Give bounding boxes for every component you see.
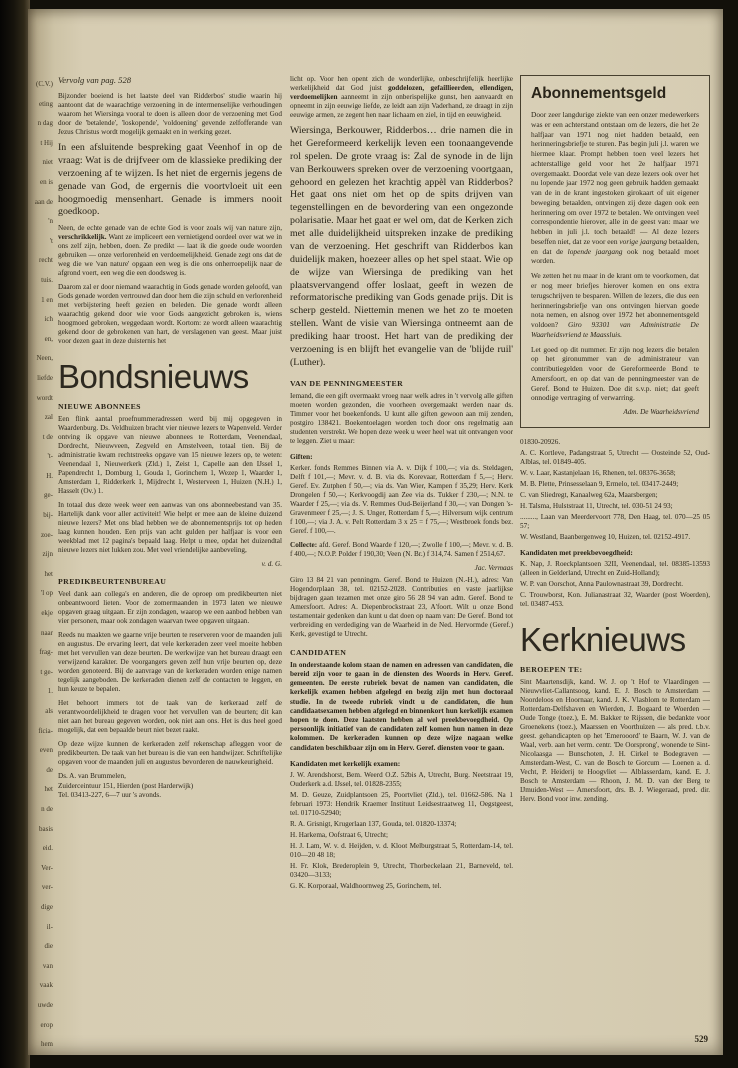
- text-fragment: het: [44, 569, 53, 578]
- preekbevoegdheid-list: [520, 560, 710, 609]
- column-left: [58, 75, 282, 800]
- text-fragment: wordt: [36, 393, 53, 402]
- column-right: [520, 75, 710, 809]
- text-fragment: hem: [40, 1040, 53, 1049]
- text-fragment: 't-: [47, 452, 53, 461]
- text-fragment: t ge-: [40, 667, 53, 676]
- collecte-text: afd. Geref. Bond Waarde f 120,—; Zwolle f 100,—; Mevr. v. d. B. f 400,—; N.O.P. Polder f 190,30; Veen (N. Br.) f 314,74. Samen f 2514,67.: [290, 540, 513, 558]
- text-fragment: 1.: [47, 687, 53, 696]
- text-fragment: even: [39, 746, 53, 755]
- text-fragment: van: [42, 961, 53, 970]
- candidates-list: [290, 771, 513, 891]
- text-fragment: en,: [44, 334, 53, 343]
- text-fragment: ekje: [41, 609, 53, 618]
- column-middle: [290, 75, 513, 893]
- paper-page: [28, 9, 723, 1055]
- text-fragment: als: [45, 707, 53, 715]
- text-fragment: Neen,: [36, 354, 53, 363]
- text-fragment: eting: [39, 99, 53, 108]
- text-fragment: H.: [46, 471, 53, 480]
- facing-page-text-fragments: [28, 75, 55, 1049]
- candidate-address: 01830-20926.: [520, 438, 561, 447]
- signature-penningmeester: Jac. Vermaas: [474, 563, 513, 572]
- abonnementsgeld-box: [520, 75, 710, 428]
- preekbevoegdheid-entry: W. P. van Oorschot, Anna Paulownastraat 39, Dordrecht.: [520, 580, 684, 589]
- text-fragment: zoe-: [40, 530, 53, 539]
- paragraph-gifts: Kerker. fonds Remmes Binnen via A. v. Dijk f 100,—; via ds. Steldagen, Delft f 101,—; Mevr. v. d. B. via ds. Korevaar, Rotterdam f 5,—; Herv. Geref. Ev. Zutphen f 50,—; via ds. Van Wier, Kampen f 35,29; Herv. Kerk Drongelen f 50,—; Kerkvoogdij aan Zee via ds. Tukker f 230,—; N.N. te Waarder f 25,—; via ds. V. Remmes Oud-Beijerland f 30,—; van Dongen 's-Gravenmeer f 25,—; J. S. Unger, Rotterdam f 5,—; Hilversum wijk centrum f 100,—; via J. A. v. Pelt Rotterdam 3 x 25 = f 75,—; Westbroek fonds bez. Geref. f 100,—.: [290, 463, 513, 535]
- box-p1-italic1: vorige jaargang: [619, 236, 667, 246]
- paragraph-predik-1: Veel dank aan collega's en anderen, die de oproep om predikbeurten niet onbeantwoord lieten. Voor de zomermaanden in 1973 laten we nieuwe opgaven graag uitgaan. Er zijn zondagen, waarop we een aanbod hebben van vier personen, maar ook zondagen waarvan twee opgaven uitgaan.: [58, 590, 282, 626]
- page-number: 529: [694, 1034, 708, 1044]
- headline-kerknieuws: Kerknieuws: [520, 621, 686, 659]
- paragraph-body1: [58, 224, 282, 278]
- box-signature: Adm. De Waarheidsvriend: [623, 408, 699, 417]
- section-heading-penningmeester: VAN DE PENNINGMEESTER: [290, 378, 404, 388]
- paragraph-beroepen: Sint Maartensdijk, kand. W. J. op 't Hof te Vlaardingen — Nieuwvliet-Callantsoog, kand. E. J. Bosch te Amsterdam — Noordeloos en Hoornaar, kand. J. K. Vlasblom te Rotterdam — Rotterdam-Delfshaven en Wierden, J. Bogaard te Woerden — Oude Tonge (toez.), E. M. Bakker te Rijssen, die bedankte voor Groenekens (toez.), Maarssen en Voorthuizen — als pred. t.b.v. geest. gehandicapten op het 'Emerooord' te Baarn, W. J. van de Waal, verb. aan het verm. centr. 'De Oorsprong', wonende te Sint-Nicolaasga — Bunschoten, J. H. Cirkel te Bodegraven — Amsterdam-West, C. van de Bosch te Gorcum — Loenen a. d. Vecht, P. Heiderij te Hoogvliet — Alblasserdam, kand. E. J. Bosch te Amsterdam — Rhoon, J. M. D. van der Berg te IJmuiden-West — Amersfoort, drs. B. J. Wiegeraad, pred. dir. Herv. Bond voor inw. zending.: [520, 678, 710, 804]
- paragraph-body2: Daarom zal er door niemand waarachtig in Gods genade worden geloofd, van Gods genade worden vertrouwd dan door hem die zijn schuld en verlorenheid met verbijstering heeft gezien en beleden. Die genade wordt alleen waarachtig gekend door wie voor Gods aangezicht gebroken is, wiens hoogmoed gebroken, weggedaan wordt. Kortom: ze wordt alleen waarachtig gekend door de gebrokenen van hart, de verslagenen van geest. Maar juist voor dezen gaat in deze duisternis het: [58, 283, 282, 346]
- candidate-address: C. van Sliedregt, Kanaalweg 62a, Maarsbergen;: [520, 491, 658, 500]
- paragraph-lead: In een afsluitende bespreking gaat Veenhof in op de vraag: Wat is de drijfveer om de klassieke prediking der verzoening af te wijzen. Is het niet de ergernis jegens de genade van God, de ergernis die voortvloeit uit een hoogmoedig mensenhart. Genade is immers nooit goedkoop.: [58, 142, 282, 218]
- body1-bold: verschrikkelijk.: [58, 233, 107, 242]
- candidate-address: H. Talsma, Hulststraat 11, Utrecht, tel. 030-51 24 93;: [520, 502, 673, 511]
- text-fragment: Ver-: [41, 863, 53, 872]
- box-paragraph-2: [531, 271, 699, 339]
- text-fragment: zal: [44, 413, 53, 422]
- candidate-address: W. v. Laar, Kastanjelaan 16, Rhenen, tel. 08376-3658;: [520, 469, 676, 478]
- collecte-label: Collecte:: [290, 540, 318, 549]
- text-fragment: t Hij: [40, 138, 53, 147]
- paragraph-wiersinga-lead: Wiersinga, Berkouwer, Ridderbos… drie namen die in het Gereformeerd kerkelijk leven een toonaangevende rol spelen. De grote vraag is: Zal de synode in de lijn van Berkouwers spreken over de verzoening voortgaan, gehoord en gelezen het krachtig appèl van Ridderbos? Het gaat ons niet om het op de spits drijven van tegenstellingen en de bevordering van een ongezonde polarisatie. Maar het gaat er wel om, dat de Kerken zich met alle duidelijkheid uitspreken inzake de prediking van de verzoening. Het geschrift van Ridderbos kan duidelijk maken, hoezeer alles op het spel staat. Wie op de wijze van Wiersinga de prediking van het plaatsvervangend offer loslaat, geeft in wezen de reformatorische prediking van Gods genade prijs. Dit is scherp gesteld. Niettemin menen we het zo te moeten stellen. Want de visie van Wiersinga ontneemt aan de prediking haar troost. Het hart van de prediking der verzoening is en blijft het evangelie van de 'blijde ruil' (Luther).: [290, 125, 513, 368]
- candidate-addresses-list: [520, 438, 710, 542]
- text-fragment: niet: [42, 158, 53, 167]
- section-heading-predikbeurtenbureau: PREDIKBEURTENBUREAU: [58, 577, 167, 587]
- text-fragment: 'n: [48, 217, 53, 226]
- body1-post: Want ze impliceert een vernietigend oordeel over wat we in ons zelf zijn, hebben, doen. Ze predikt — laat ik die goede oude woorden gebruiken — onze verlorenheid en verdoemelijkheid. Genade zegt ons dat de weg die we 'van nature' opgaan een weg is die ons onherroepelijk naar de afgrond voert, een weg die een doodsweg is.: [58, 233, 282, 278]
- text-fragment: ich: [44, 315, 53, 324]
- candidate-address: W. Westland, Baanbergenweg 10, Huizen, tel. 02152-4917.: [520, 533, 691, 542]
- text-fragment: ficia-: [38, 726, 53, 735]
- text-fragment: en is: [39, 177, 53, 186]
- text-fragment: frag-: [39, 648, 53, 657]
- paragraph-collecte: [290, 541, 513, 559]
- text-fragment: de: [46, 765, 53, 774]
- text-fragment: aan de: [34, 197, 53, 206]
- continuation-note: Vervolg van pag. 528: [58, 75, 132, 85]
- preekbevoegdheid-entry: C. Trouwborst, Kon. Julianastraat 32, Waarder (post Woerden), tel. 03487-453.: [520, 591, 710, 609]
- address-line: Zuiderceintuur 151, Hierden (post Harderwijk): [58, 781, 194, 790]
- candidate-entry: H. J. Lam, W. v. d. Heijden, v. d. Kloot Melburgstraat 5, Rotterdam-14, tel. 010—20 48 18;: [290, 841, 513, 859]
- candidate-address: A. C. Kortleve, Padangstraat 5, Utrecht — Oosteinde 52, Oud-Alblas, tel. 01849-405.: [520, 449, 710, 467]
- text-fragment: bij-: [43, 511, 53, 520]
- text-fragment: uwde: [37, 1000, 53, 1009]
- paragraph-predik-4: Op deze wijze kunnen de kerkeraden zelf rekenschap afleggen voor de predikbeurten. De taak van het bureau is die van een handwijzer. Schriftelijke opgaven voor de maanden juli en augustus bevorderen de nauwkeurigheid.: [58, 740, 282, 767]
- text-fragment: vaak: [39, 981, 53, 990]
- paragraph-abonnees-1: Een flink aantal proefnummeradressen werd bij mij opgegeven in Waardenburg. Ds. Veldhuizen bracht vier nieuwe lezers te Wapenveld. Verder ontving ik opgave van nieuwe abonnees te Rotterdam, Veenendaal, Dordrecht, Nieuwveen, Zegveld en Amstelveen, totaal tien. Bij de administratie kwam rechtstreeks opgave van 15 nieuwe lezers op, te weten: Veenendaal 1, Nieuwerkerk (Zld.) 1, Zeist 1, Capelle aan den IJssel 1, Papendrecht 1, Domburg 1, Gouda 1, Gorinchem 1, Wezep 1, Waarder 1, Amsterdam 1, Ridderkerk 1, Mijdrecht 1, Westerveen 1, Huizen (N.H.) 1, Hasselt (Ov.) 1.: [58, 415, 282, 496]
- box-p1-italic2: lopende jaargang: [567, 246, 623, 256]
- paragraph-predik-2: Reeds nu maakten we gaarne vrije beurten te reserveren voor de maanden juli en augustus. De ervaring leert, dat vele kerkeraden zeer veel moeite hebben met het vervullen van deze beurten. De werkwijze van het bureau draagt een verwijzend karakter. De voorgangers geven zelf hun vrije beurten op, deze worden genoteerd. Bij de aanvrage van de kerkeraden worden enige namen tegelijk aangeboden. De kerkeraden dienen zelf de contacten te leggen, en hun keuze te bepalen.: [58, 631, 282, 694]
- box-title: Abonnementsgeld: [531, 85, 667, 102]
- box-paragraph-3: Let goed op dit nummer. Er zijn nog lezers die betalen op het gironummer van de administrateur van contributiegelden voor de Gereformeerde Bond te Amersfoort, en op dat van de penningmeester van de Geref. Bond te Huizen. Doe dit s.v.p. niet; dat geeft onnodige vertraging of verwarring.: [531, 344, 699, 403]
- preekbevoegdheid-entry: K. Nap, J. Roeckplantsoen 32II, Veenendaal, tel. 08385-13593 (alleen in Gelderland, Utrecht en Zuid-Holland);: [520, 560, 710, 578]
- p1-pre: licht op. Voor hen opent zich de wonderlijke, onbeschrijfelijk heerlijke werkelijkheid dat God juist: [290, 75, 513, 92]
- text-fragment: zijn: [42, 550, 53, 559]
- paragraph-penningmeester: Iemand, die een gift overmaakt vroeg naar welk adres in 't vervolg alle giften moeten worden gezonden, die voorheen overgemaakt werden naar ds. Timmer voor het boekenfonds. U kunt alle giften gewoon aan mij zenden, postgiro 138421. Boekentoelagen worden toch door ons regelmatig aan studenten verstrekt. We hopen deze week u weer heel wat uit ontvangen voor te leggen. Ziet u maar:: [290, 391, 513, 445]
- paragraph-intro: Bijzonder boeiend is het laatste deel van Ridderbos' studie waarin hij aantoont dat de waarachtige verzoening in de intermenselijke verhoudingen waarom het Wiersinga vooral te doen is alleen door de verzoening met God door de 'betalende', 'loskopende', 'voldoening' gevende zelfofferande van Jezus Christus wordt mogelijk gemaakt en in werking gezet.: [58, 92, 282, 136]
- candidate-entry: H. Fr. Klok, Brederoplein 9, Utrecht, Thorbeckelaan 21, Barneveld, tel. 03420—3133;: [290, 861, 513, 879]
- text-fragment: 1 en: [41, 295, 53, 304]
- address-line: Tel. 03413-227, 6—7 uur 's avonds.: [58, 790, 162, 799]
- headline-bondsnieuws: Bondsnieuws: [58, 358, 249, 396]
- paragraph-candidaten-intro: In onderstaande kolom staan de namen en adressen van candidaten, die bereid zijn voor te gaan in de diensten des Woords in Herv. Geref. gemeenten. De eerste rubriek bevat de namen van candidaten, die kerkelijk examen hebben afgelegd en bezig zijn met hun doctoraal studie. In de tweede rubriek vindt u de candidaten, die hun candidaatsexamen hebben afgelegd en binnenkort hun kerkelijk examen hopen te doen. Deze laatsten hebben al wel preekbevoegdheid. Op persoonlijk initiatief van de candidaten zelf komen hun namen in deze kolommen. De kerkeraden kunnen op deze wijze nagaan welke candidaten beschikbaar zijn om in Herv. Geref. diensten voor te gaan.: [290, 660, 513, 752]
- candidate-entry: R. A. Grisnigt, Krugerlaan 137, Gouda, tel. 01820-13374;: [290, 819, 457, 828]
- book-gutter-shadow: [0, 0, 30, 1068]
- text-fragment: naar: [40, 628, 53, 637]
- text-fragment: 't: [49, 236, 53, 245]
- box-giro-italic: Giro 93301 van Administratie De Waarheidsvriend te Maassluis.: [531, 320, 699, 339]
- signature-vdg: v. d. G.: [261, 560, 282, 569]
- text-fragment: basis: [39, 824, 53, 833]
- candidate-address: ........., Laan van Meerdervoort 778, Den Haag, tel. 070—25 05 57;: [520, 513, 710, 531]
- body1-pre: Neen, de echte genade van de echte God is voor zoals wij van nature zijn,: [58, 224, 282, 233]
- box-paragraph-1: [531, 110, 699, 266]
- preekbevoegdheid-heading: Kandidaten met preekbevoegdheid:: [520, 548, 633, 558]
- text-fragment: t de: [42, 432, 53, 441]
- paragraph-continuation: [290, 75, 513, 120]
- candidate-address: M. B. Plette, Prinsesselaan 9, Ermelo, tel. 03417-2449;: [520, 480, 679, 489]
- p1-post: aanneemt in zijn onberispelijke gunst, hen aanvaardt en opneemt in zijn eeuwige liefde, ze leidt aan zijn Vaderhand, ze draagt in zijn eeuwige armen, ze zegent hen naar lichaam en ziel, in tijd en eeuwigheid.: [290, 93, 513, 119]
- box-p1-b: betaalden, en dat de: [531, 236, 699, 256]
- box-p1-a: Door zeer langdurige ziekte van een onzer medewerkers was er een achterstand ontstaan om de lezers, die het 2e halfjaar van 1971 nog niet hadden betaald, een herinneringsbriefje te sturen. Pas begin juli j.l. waren we hiermee klaar. Prompt hebben toen veel lezers het achterstallige geld voor het 2e halfjaar 1971 overgemaakt. Doordat vele van deze lezers ook over het nu lopende jaar 1972 nog geen gebruik hadden gemaakt van de in de krant ingestoken girokaart of uit eigener beweging betaalden, ontvingen zij deze dagen ook een herinnering om over 1972 te betalen. We ontvingen veel correspondentie hierover, alle in de geest van: maar we hebben in juli j.l. toch betaald! — Al deze lezers beseffen niet, dat ze voor een: [531, 110, 699, 246]
- text-fragment: ge-: [44, 491, 53, 500]
- candidate-entry: H. Harkema, Oofstraat 6, Utrecht;: [290, 830, 388, 839]
- text-fragment: (C.V.): [36, 80, 53, 88]
- text-fragment: tuis.: [41, 275, 53, 284]
- candidate-entry: J. W. Arendshorst, Bem. Weerd O.Z. 52bis A, Utrecht, Burg. Neetstraat 19, Ouderkerk a.d. IJssel, tel. 01828-2355;: [290, 770, 513, 788]
- section-heading-nieuwe-abonnees: NIEUWE ABONNEES: [58, 402, 141, 412]
- text-fragment: liefde: [37, 373, 53, 382]
- paragraph-giro-info: Giro 13 84 21 van penningm. Geref. Bond te Huizen (N.-H.), adres: Van Hogendorplaan 38, tel. 02152-2028. Contributies en vaste jaarlijkse bijdragen gaan tezamen met onze giro 56 28 94 van adm. Geref. Bond te Amersfoort. Adres: A. Diepenbrockstraat 23, A'foort. Wilt u onze Bond testamentair gedenken dan kunt u dat doen op naam van: De Geref. Bond tot verbreiding en verdediging van de Waarheid in de Ned. Hervormde (Geref.) Kerk, gevestigd te Utrecht.: [290, 575, 513, 638]
- text-fragment: il-: [46, 922, 53, 931]
- contact-address-block: [58, 772, 282, 800]
- address-line: Ds. A. van Brummelen,: [58, 772, 126, 781]
- text-fragment: dige: [40, 902, 53, 911]
- text-fragment: erop: [40, 1020, 53, 1029]
- box-p2-a: We zetten het nu maar in de krant om te voorkomen, dat er nog meer briefjes hierover komen en ons extra terugschrijven te besparen. Willen de lezers, die dus een herinneringsbriefje van ons ontvingen hiervan goede nota nemen, en alsnog over 1972 het abonnementsgeld voldoen?: [531, 271, 699, 330]
- text-fragment: n de: [41, 804, 53, 813]
- candidates-list-heading: Kandidaten met kerkelijk examen:: [290, 758, 401, 768]
- text-fragment: die: [44, 942, 53, 951]
- text-fragment: 'l op: [41, 589, 53, 598]
- paragraph-abonnees-2: In totaal dus deze week weer een aanwas van ons abonneebestand van 35. Hartelijk dank voor aller activiteit! Wie helpt er mee aan de kleine duizend nieuwe lezers? Met ons blad hebben we de abonnementsprijs tot op heden laag kunnen houden. Een prijs van acht gulden per halfjaar is voor een weekblad met 12 pagina's bepaald laag. Helpt u mee, opdat het duizendtal nieuwe lezers niet lukken zou. Met veel vriendelijke aanbeveling,: [58, 501, 282, 555]
- gifts-label: Giften:: [290, 451, 313, 461]
- section-heading-beroepen: BEROEPEN TE:: [520, 665, 583, 675]
- paragraph-predik-3: Het behoort immers tot de taak van de kerkeraad zelf de verantwoordelijkheid te dragen voor het vervullen van de beurten; dit kan niet aan het bureau gegeven worden, ook niet aan ons. Het is dus heel goed mogelijk, dat een bepaalde beurt niet bezet raakt.: [58, 699, 282, 735]
- p1-bold: goddelozen, gefaillieerden, ellendigen, verdoemelijken: [290, 84, 513, 101]
- text-fragment: het: [44, 785, 53, 794]
- text-fragment: recht: [39, 256, 53, 265]
- candidate-entry: G. K. Korporaal, Waldhoornweg 25, Gorinchem, tel.: [290, 881, 442, 890]
- text-fragment: eid.: [42, 844, 53, 853]
- section-heading-candidaten: CANDIDATEN: [290, 647, 347, 657]
- text-fragment: ver-: [41, 883, 53, 892]
- box-p1-c: ook nog betaald moet worden.: [531, 246, 699, 266]
- candidate-entry: M. D. Geuze, Zuidplantsoen 25, Poortvliet (Zld.), tel. 01662-586. Na 1 februari 1973: Hendrik Kraemer Instituut Leidsestraatweg 11, Oegstgeest, tel. 01710-52940;: [290, 790, 513, 817]
- text-fragment: n dag: [37, 119, 53, 128]
